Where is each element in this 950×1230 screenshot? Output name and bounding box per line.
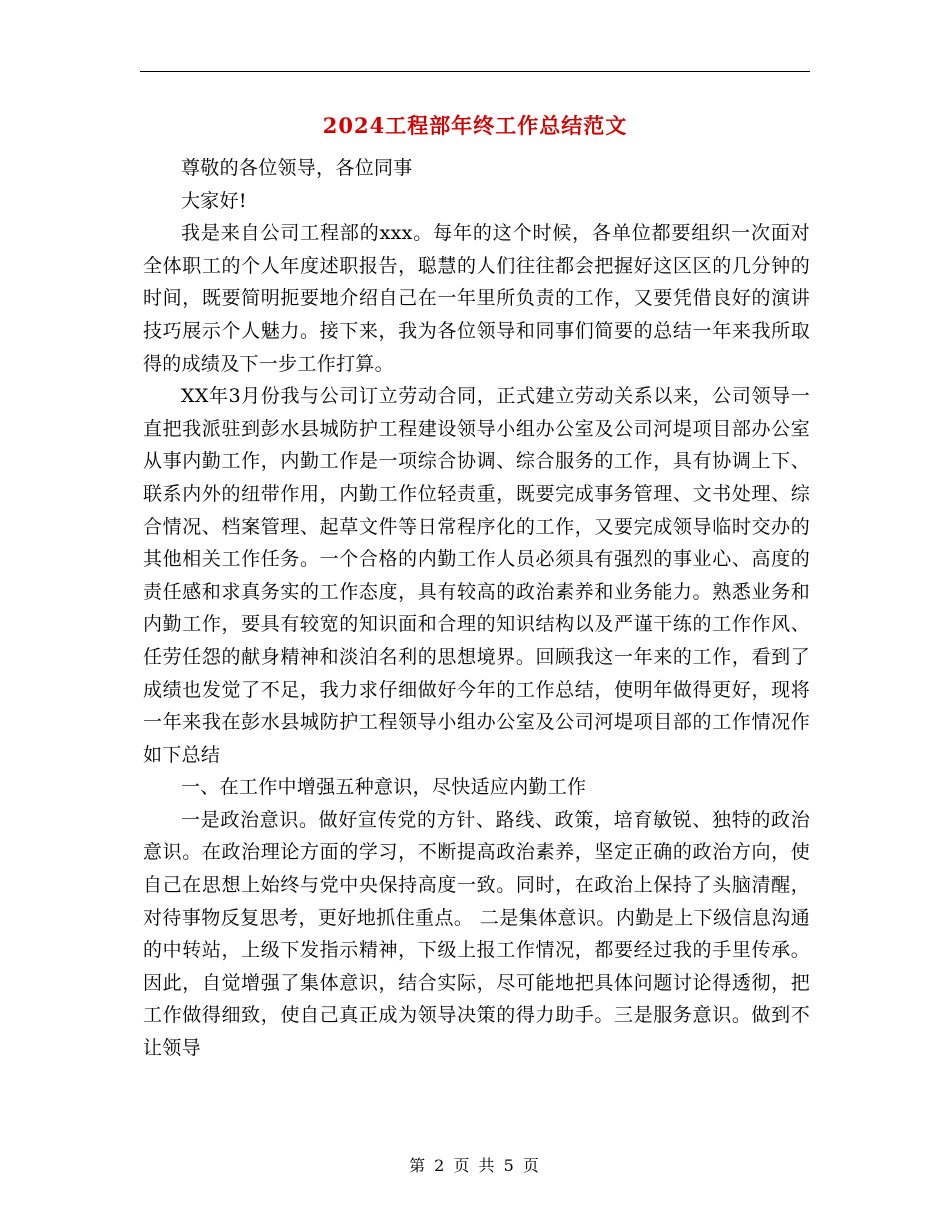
- paragraph-intro: 我是来自公司工程部的xxx。每年的这个时候，各单位都要组织一次面对全体职工的个人年度述职报告，聪慧的人们往往都会把握好这区区的几分钟的时间，既要简明扼要地介绍自己在一年里所负责的工作，又要凭借良好的演讲技巧展示个人魅力。接下来，我为各位领导和同事们简要的总结一年来我所取得的成绩及下一步工作打算。: [143, 222, 810, 375]
- greeting: 大家好!: [181, 189, 247, 212]
- salutation: 尊敬的各位领导，各位同事: [181, 157, 413, 179]
- document-body: [143, 152, 810, 1065]
- paragraph-background: XX年3月份我与公司订立劳动合同，正式建立劳动关系以来，公司领导一直把我派驻到彭水县城防护工程建设领导小组办公室及公司河堤项目部办公室从事内勤工作，内勤工作是一项综合协调、综合服务的工作，具有协调上下、联系内外的纽带作用，内勤工作位轻责重，既要完成事务管理、文书处理、综合情况、档案管理、起草文件等日常程序化的工作，又要完成领导临时交办的其他相关工作任务。一个合格的内勤工作人员必须具有强烈的事业心、高度的责任感和求真务实的工作态度，具有较高的政治素养和业务能力。熟悉业务和内勤工作，要具有较宽的知识面和合理的知识结构以及严谨干练的工作作风、任劳任怨的献身精神和淡泊名利的思想境界。回顾我这一年来的工作，看到了成绩也发觉了不足，我力求仔细做好今年的工作总结，使明年做得更好，现将一年来我在彭水县城防护工程领导小组办公室及公司河堤项目部的工作情况作如下总结: [143, 385, 810, 766]
- paragraph-awareness: 一是政治意识。做好宣传党的方针、路线、政策，培育敏锐、独特的政治意识。在政治理论方面的学习，不断提高政治素养，坚定正确的政治方向，使自己在思想上始终与党中央保持高度一致。同时，在政治上保持了头脑清醒，对待事物反复思考，更好地抓住重点。 二是集体意识。内勤是上下级信息沟通的中转站，上级下发指示精神，下级上报工作情况，都要经过我的手里传承。因此，自觉增强了集体意识，结合实际，尽可能地把具体问题讨论得透彻，把工作做得细致，使自己真正成为领导决策的得力助手。三是服务意识。做到不让领导: [143, 808, 810, 1060]
- document-title: 2024工程部年终工作总结范文: [322, 113, 628, 138]
- page-number: 第 2 页 共 5 页: [409, 1156, 541, 1175]
- header-rule: [140, 71, 810, 72]
- section-heading-1: 一、在工作中增强五种意识，尽快适应内勤工作: [181, 776, 587, 799]
